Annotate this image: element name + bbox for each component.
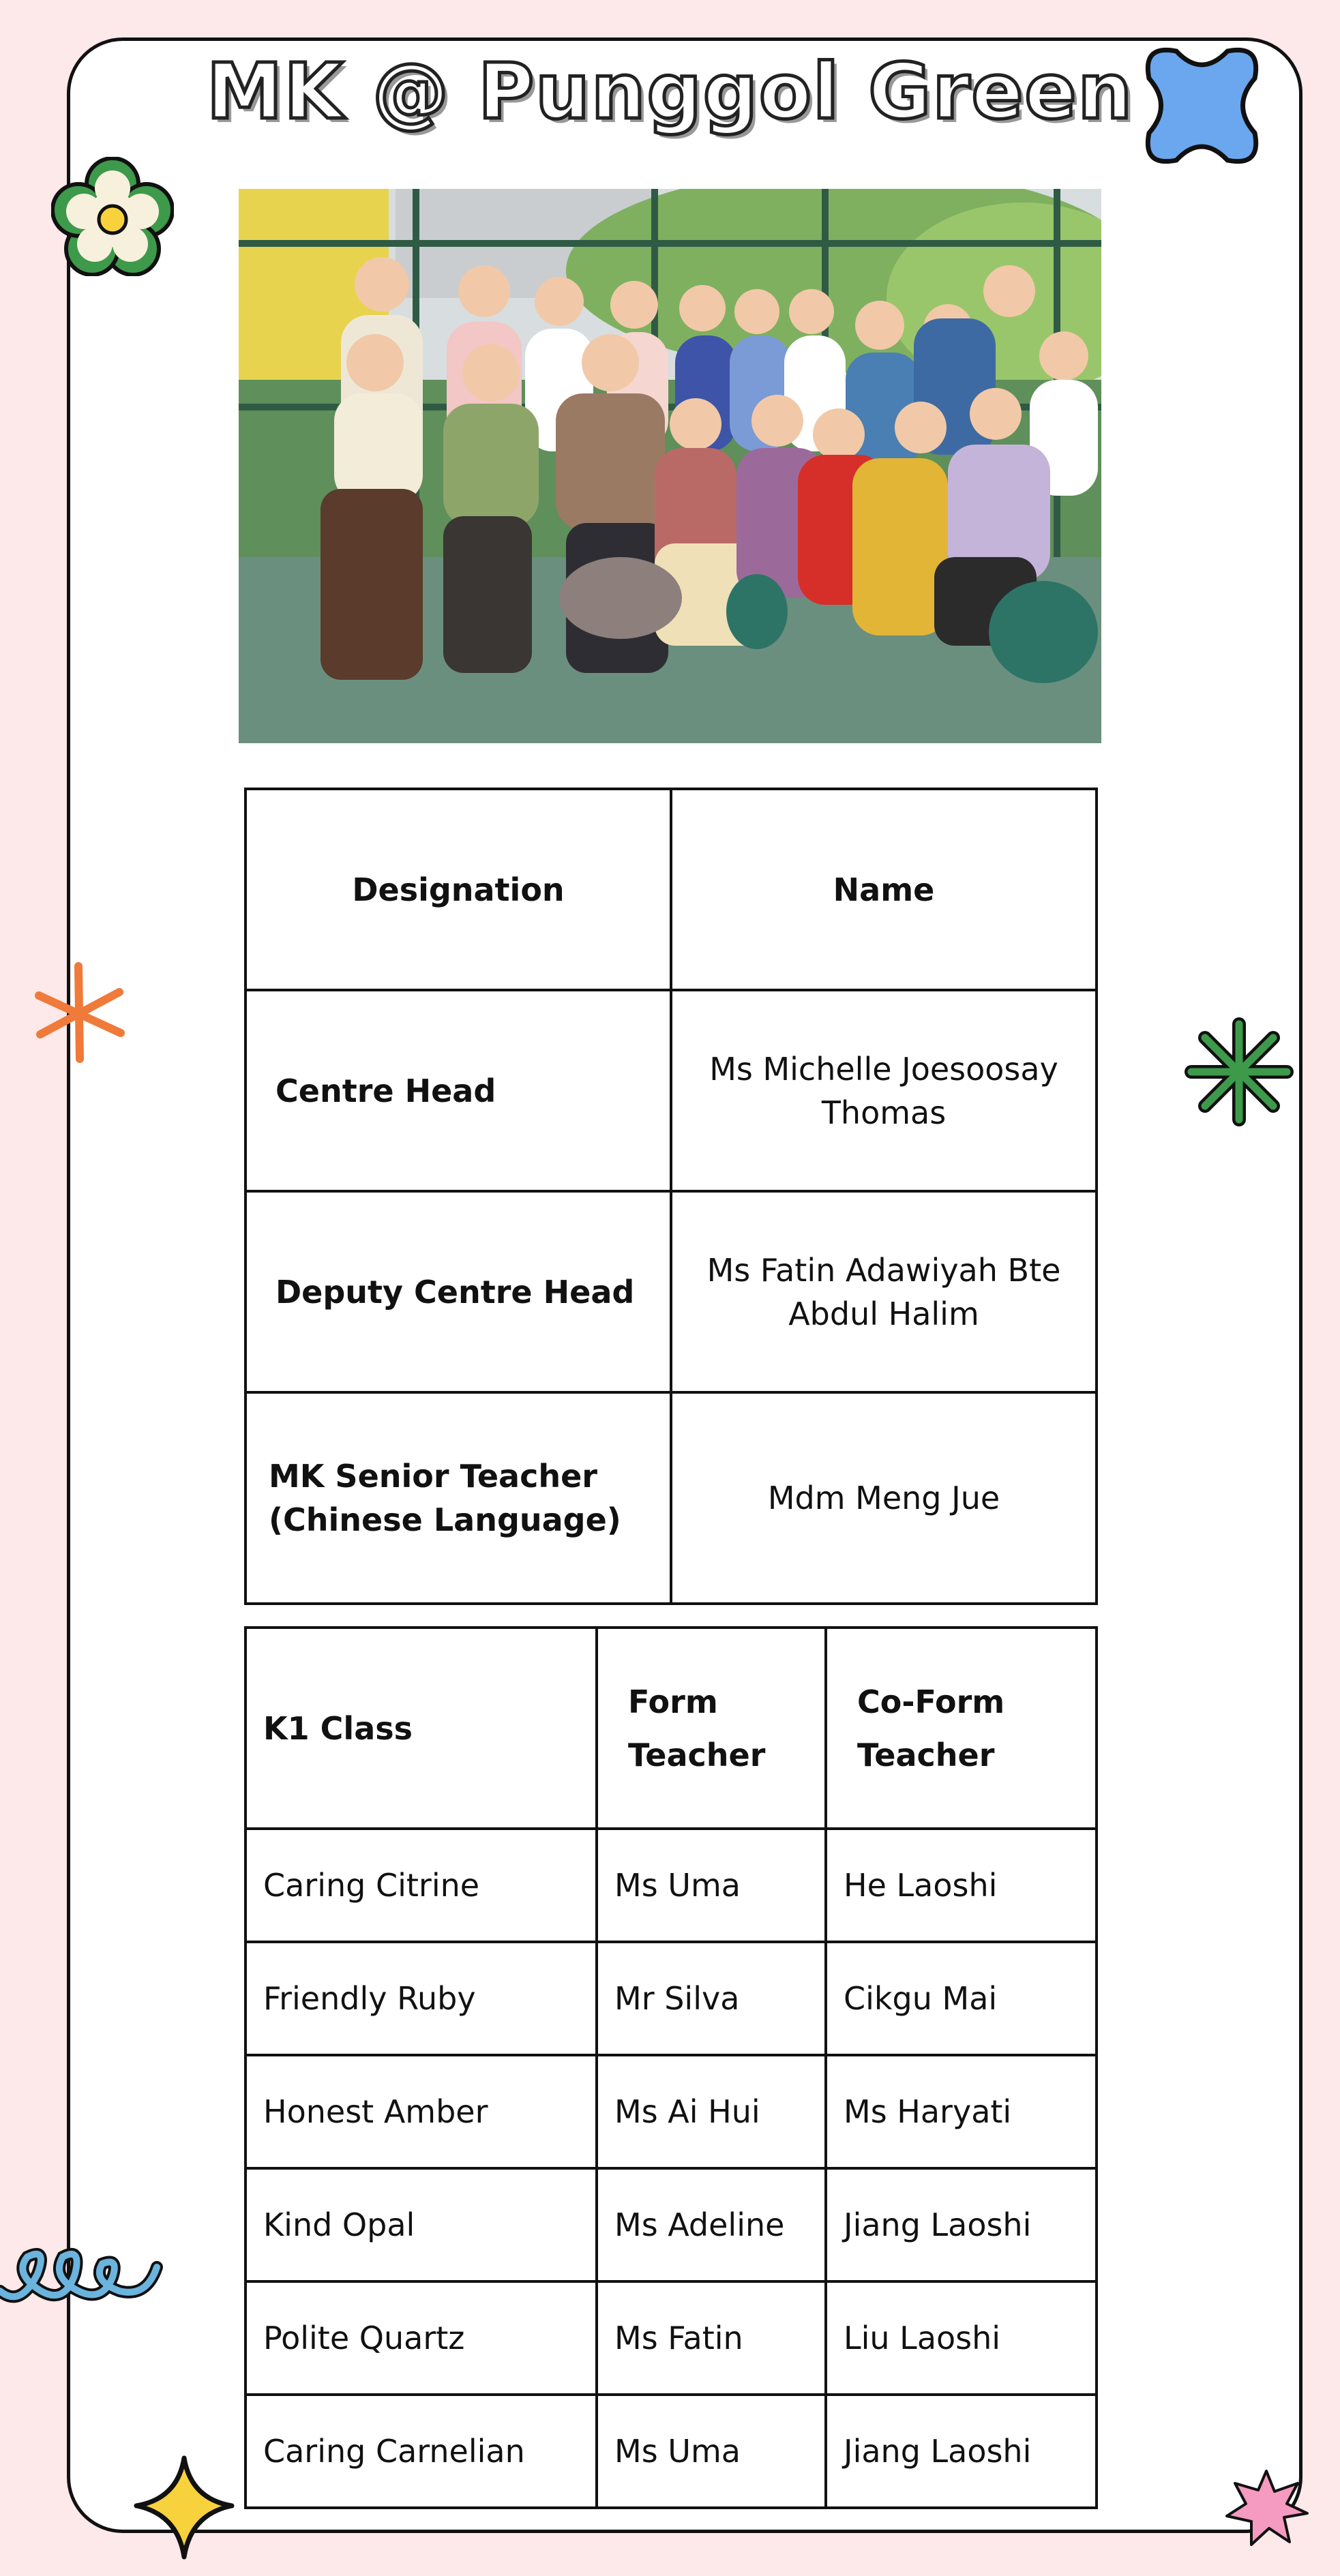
- class-cell: Kind Opal: [245, 2168, 597, 2281]
- coform-teacher-cell: Cikgu Mai: [826, 1942, 1097, 2055]
- table-row: [245, 1392, 1097, 1604]
- designation-cell: MK Senior Teacher (Chinese Language): [245, 1392, 671, 1604]
- coform-teacher-cell: Liu Laoshi: [826, 2281, 1097, 2395]
- form-teacher-cell: Ms Uma: [597, 2395, 826, 2508]
- classes-table: [244, 1626, 1098, 2509]
- name-cell: Ms Fatin Adawiyah Bte Abdul Halim: [671, 1191, 1097, 1392]
- table-row: [245, 2395, 1097, 2508]
- coform-teacher-cell: Jiang Laoshi: [826, 2395, 1097, 2508]
- designation-cell: Deputy Centre Head: [245, 1191, 671, 1392]
- coform-teacher-cell: He Laoshi: [826, 1829, 1097, 1942]
- squiggle-icon: [0, 2226, 164, 2315]
- leadership-table: [244, 788, 1098, 1605]
- coform-teacher-cell: Jiang Laoshi: [826, 2168, 1097, 2281]
- table-header-row: [245, 789, 1097, 990]
- class-cell: Caring Citrine: [245, 1829, 597, 1942]
- form-teacher-cell: Ms Ai Hui: [597, 2055, 826, 2168]
- class-cell: Polite Quartz: [245, 2281, 597, 2395]
- header-form-teacher: Form Teacher: [597, 1628, 826, 1829]
- header-designation: Designation: [245, 789, 671, 990]
- name-cell: Mdm Meng Jue: [671, 1392, 1097, 1604]
- group-photo: [239, 189, 1101, 743]
- form-teacher-cell: Ms Adeline: [597, 2168, 826, 2281]
- flower-icon: [51, 157, 174, 276]
- header-name: Name: [671, 789, 1097, 990]
- table-row: [245, 1191, 1097, 1392]
- star-icon: [130, 2451, 239, 2564]
- coform-teacher-cell: Ms Haryati: [826, 2055, 1097, 2168]
- form-teacher-cell: Ms Uma: [597, 1829, 826, 1942]
- name-cell: Ms Michelle Joesoosay Thomas: [671, 990, 1097, 1191]
- starburst-icon: [1224, 2468, 1309, 2547]
- form-teacher-cell: Ms Fatin: [597, 2281, 826, 2395]
- class-cell: Caring Carnelian: [245, 2395, 597, 2508]
- table-row: [245, 2055, 1097, 2168]
- table-row: [245, 990, 1097, 1191]
- table-row: [245, 2168, 1097, 2281]
- class-cell: Friendly Ruby: [245, 1942, 597, 2055]
- designation-cell: Centre Head: [245, 990, 671, 1191]
- page-title: MK @ Punggol Green: [206, 48, 1134, 136]
- cross-icon: [1135, 38, 1268, 174]
- header-class: K1 Class: [245, 1628, 597, 1829]
- table-row: [245, 2281, 1097, 2395]
- table-row: [245, 1942, 1097, 2055]
- table-header-row: [245, 1628, 1097, 1829]
- header-coform-teacher: Co-Form Teacher: [826, 1628, 1097, 1829]
- group-photo-illustration: [239, 189, 1101, 743]
- asterisk-icon: [31, 958, 130, 1067]
- class-cell: Honest Amber: [245, 2055, 597, 2168]
- form-teacher-cell: Mr Silva: [597, 1942, 826, 2055]
- table-row: [245, 1829, 1097, 1942]
- asterisk-icon: [1183, 1016, 1296, 1128]
